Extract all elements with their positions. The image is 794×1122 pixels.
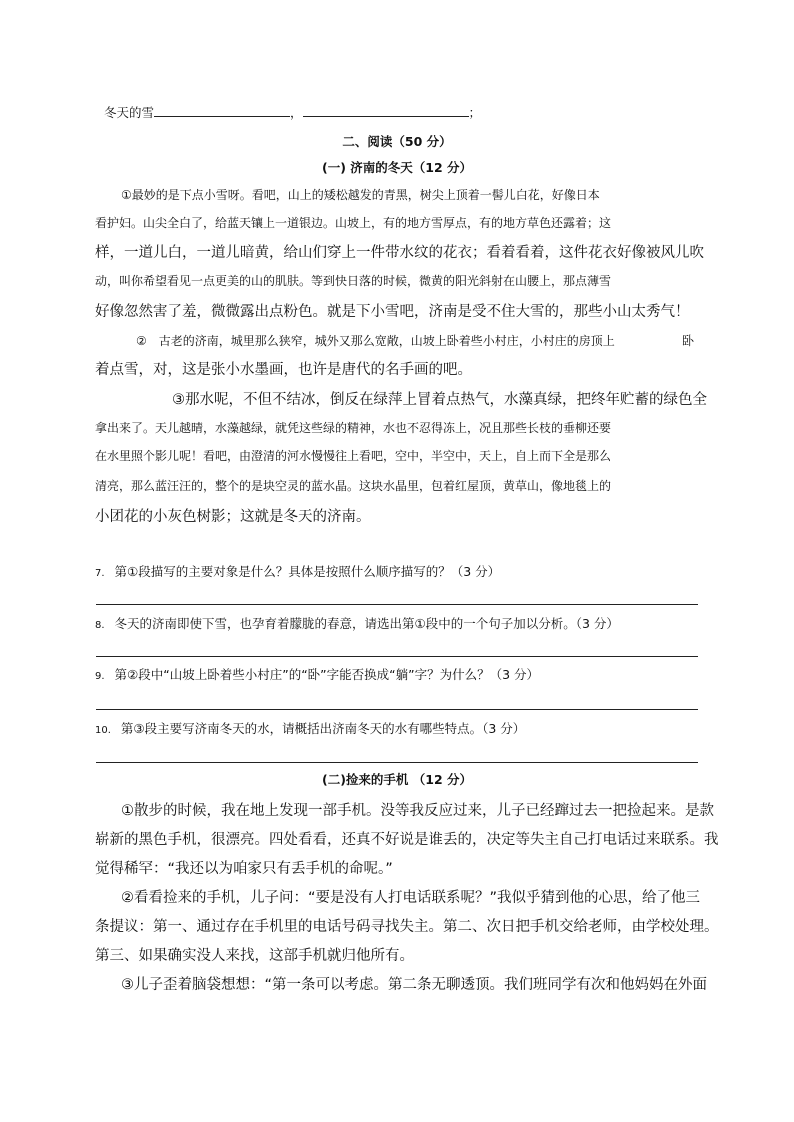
question-number: 7. <box>95 568 105 579</box>
passage2-line: 觉得稀罕：“我还以为咱家只有丢手机的命呢。” <box>95 861 393 877</box>
separator: ， <box>290 105 303 120</box>
question-7 <box>95 562 500 580</box>
passage2-title: (二)捡来的手机 （12 分） <box>321 772 473 787</box>
answer-blank-2[interactable] <box>303 102 469 117</box>
question-number: 10. <box>95 725 111 736</box>
passage1-line: ①最妙的是下点小雪呀。看吧，山上的矮松越发的青黑，树尖上顶着一髻儿白花，好像日本 <box>121 188 600 202</box>
passage1-line: 在水里照个影儿呢！看吧，由澄清的河水慢慢往上看吧，空中，半空中，天上，自上而下全是那么 <box>95 449 612 463</box>
question-text: 冬天的济南即使下雪，也孕育着朦胧的春意，请选出第①段中的一个句子加以分析。（3 分） <box>114 616 619 631</box>
section-title: 二、阅读（50 分） <box>342 134 452 149</box>
question-text: 第①段描写的主要对象是什么？具体是按照什么顺序描写的？（3 分） <box>114 564 501 579</box>
question-number: 8. <box>95 620 105 631</box>
passage1-line: 卧 <box>682 334 695 348</box>
answer-blank-1[interactable] <box>154 102 290 117</box>
passage1-line: 看护妇。山尖全白了，给蓝天镶上一道银边。山坡上，有的地方雪厚点，有的地方草色还露着；这 <box>95 216 612 230</box>
passage1-line: 拿出来了。天儿越晴，水藻越绿，就凭这些绿的精神，水也不忍得冻上，况且那些长枝的垂柳还要 <box>95 421 612 435</box>
question-10 <box>95 719 525 737</box>
question-number: 9. <box>95 671 105 682</box>
passage1-line: 清亮，那么蓝汪汪的，整个的是块空灵的蓝水晶。这块水晶里，包着红屋顶，黄草山，像地毯上的 <box>95 479 612 493</box>
passage1-line: 小团花的小灰色树影；这就是冬天的济南。 <box>95 509 371 525</box>
passage2-line: 第三、如果确实没人来找，这部手机就归他所有。 <box>95 948 414 964</box>
question-text: 第②段中“山坡上卧着些小村庄”的“卧”字能否换成“躺”字？为什么？（3 分） <box>114 667 540 682</box>
passage1-line: 样，一道儿白，一道儿暗黄，给山们穿上一件带水纹的花衣；看着看着，这件花衣好像被风儿吹 <box>95 245 704 261</box>
passage2-line: ①散步的时候，我在地上发现一部手机。没等我反应过来，儿子已经蹿过去一把捡起来。是款 <box>121 803 714 819</box>
answer-line-10[interactable] <box>96 762 698 763</box>
fill-in-label: 冬天的雪 <box>104 105 155 120</box>
passage1-line: ② 古老的济南，城里那么狭窄，城外又那么宽敞，山坡上卧着些小村庄，小村庄的房顶上 <box>136 334 615 348</box>
passage1-title: (一) 济南的冬天（12 分） <box>321 160 473 175</box>
answer-line-7[interactable] <box>96 604 698 605</box>
answer-line-9[interactable] <box>96 709 698 710</box>
passage2-line: ②看看捡来的手机，儿子问：“要是没有人打电话联系呢？”我似乎猜到他的心思，给了他三 <box>121 890 701 906</box>
question-text: 第③段主要写济南冬天的水，请概括出济南冬天的水有哪些特点。（3 分） <box>120 721 526 736</box>
passage1-line: ③那水呢，不但不结冰，倒反在绿萍上冒着点热气，水藻真绿，把终年贮蓄的绿色全 <box>172 392 707 408</box>
passage2-line: ③儿子歪着脑袋想想：“第一条可以考虑。第二条无聊透顶。我们班同学有次和他妈妈在外面 <box>121 977 708 993</box>
passage1-line: 着点雪，对，这是张小水墨画，也许是唐代的名手画的吧。 <box>95 362 472 378</box>
question-9 <box>95 665 539 683</box>
passage1-line: 动，叫你希望看见一点更美的山的肌肤。等到快日落的时候，微黄的阳光斜射在山腰上，那点薄雪 <box>95 274 612 288</box>
separator: ； <box>468 105 482 120</box>
answer-line-8[interactable] <box>96 656 698 657</box>
passage2-line: 条提议：第一、通过存在手机里的电话号码寻找失主。第二、次日把手机交给老师，由学校处理。 <box>95 919 719 935</box>
question-8 <box>95 614 619 632</box>
fill-in-line <box>104 102 481 121</box>
passage1-line: 好像忽然害了羞，微微露出点粉色。就是下小雪吧，济南是受不住大雪的，那些小山太秀气！ <box>95 304 690 320</box>
passage2-line: 崭新的黑色手机，很漂亮。四处看看，还真不好说是谁丢的，决定等失主自己打电话过来联系。我 <box>95 832 719 848</box>
